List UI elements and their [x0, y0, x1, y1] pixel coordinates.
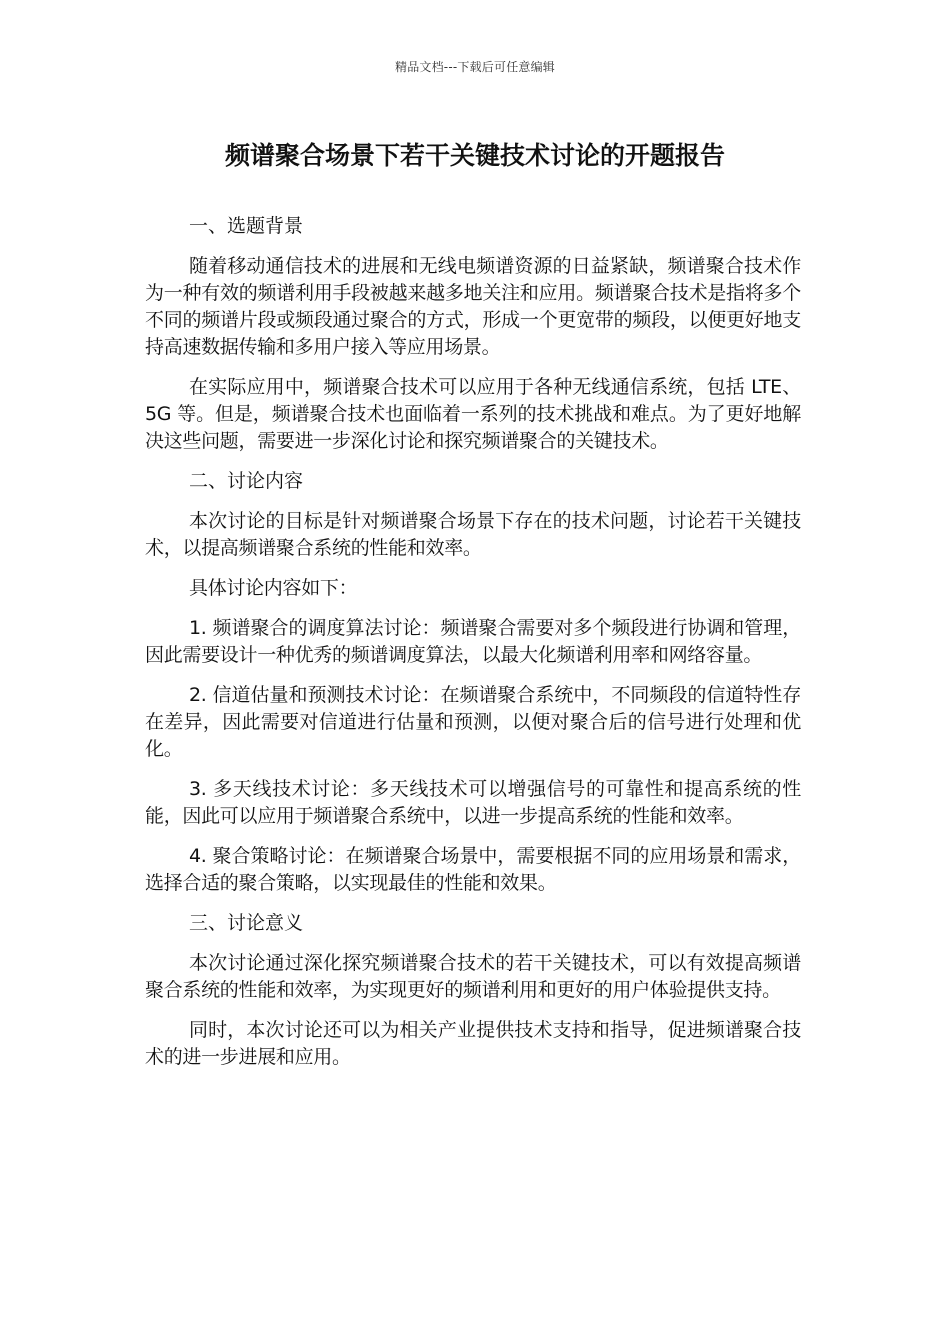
- paragraph: 在实际应用中，频谱聚合技术可以应用于各种无线通信系统，包括 LTE、5G 等。但是，频谱聚合技术也面临着一系列的技术挑战和难点。为了更好地解决这些问题，需要进一步深化讨论和探究频谱聚合的关键技术。: [145, 376, 801, 452]
- list-item: 3. 多天线技术讨论：多天线技术可以增强信号的可靠性和提高系统的性能，因此可以应用于频谱聚合系统中，以进一步提高系统的性能和效率。: [145, 778, 801, 827]
- list-item: 4. 聚合策略讨论：在频谱聚合场景中，需要根据不同的应用场景和需求，选择合适的聚合策略，以实现最佳的性能和效果。: [145, 845, 801, 894]
- section-heading-significance: 三、讨论意义: [189, 912, 304, 934]
- section-heading-background: 一、选题背景: [189, 215, 304, 237]
- paragraph: 本次讨论的目标是针对频谱聚合场景下存在的技术问题，讨论若干关键技术，以提高频谱聚合系统的性能和效率。: [145, 510, 801, 559]
- header-note: 精品文档---下载后可任意编辑: [395, 60, 555, 74]
- list-item: 2. 信道估量和预测技术讨论：在频谱聚合系统中，不同频段的信道特性存在差异，因此需要对信道进行估量和预测，以便对聚合后的信号进行处理和优化。: [145, 684, 801, 760]
- paragraph: 具体讨论内容如下：: [189, 577, 358, 599]
- section-heading-content: 二、讨论内容: [189, 470, 304, 492]
- paragraph: 本次讨论通过深化探究频谱聚合技术的若干关键技术，可以有效提高频谱聚合系统的性能和效率，为实现更好的频谱利用和更好的用户体验提供支持。: [145, 952, 801, 1001]
- paragraph: 同时，本次讨论还可以为相关产业提供技术支持和指导，促进频谱聚合技术的进一步进展和应用。: [145, 1019, 801, 1068]
- list-item: 1. 频谱聚合的调度算法讨论：频谱聚合需要对多个频段进行协调和管理，因此需要设计一种优秀的频谱调度算法，以最大化频谱利用率和网络容量。: [145, 617, 801, 666]
- document-title: 频谱聚合场景下若干关键技术讨论的开题报告: [224, 141, 725, 170]
- document-body: [145, 213, 801, 1084]
- paragraph: 随着移动通信技术的进展和无线电频谱资源的日益紧缺，频谱聚合技术作为一种有效的频谱利用手段被越来越多地关注和应用。频谱聚合技术是指将多个不同的频谱片段或频段通过聚合的方式，形成一个更宽带的频段，以便更好地支持高速数据传输和多用户接入等应用场景。: [145, 255, 801, 358]
